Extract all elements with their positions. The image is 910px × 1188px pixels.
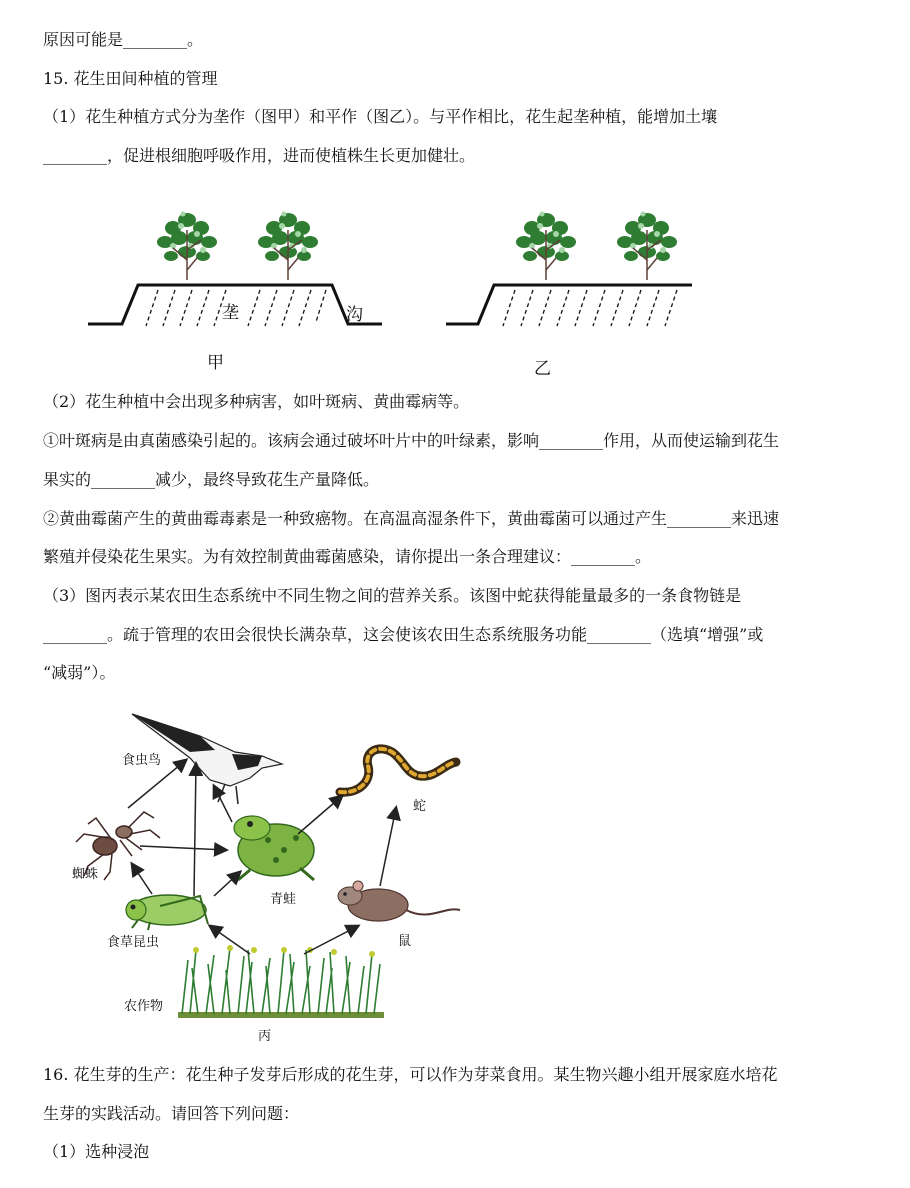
frog-image: [234, 816, 314, 880]
q15-part3-line2: ________。疏于管理的农田会很快长满杂草，这会使该农田生态系统服务功能________（选填“增强”或: [43, 625, 764, 644]
caption-a: 甲: [207, 353, 224, 373]
q15-part1-line2: ________，促进根细胞呼吸作用，进而使植株生长更加健壮。: [43, 146, 476, 165]
q16-part1-title: （1）选种浸泡: [43, 1142, 150, 1161]
caption-c: 丙: [258, 1029, 272, 1044]
q15-part2-1-line2: 果实的________减少，最终导致花生产量降低。: [43, 470, 380, 489]
herbivorous-insect-image: [126, 895, 208, 930]
flat-soil-hatching: [503, 290, 677, 326]
label-snake: 蛇: [413, 799, 427, 814]
q15-part1-line1: （1）花生种植方式分为垄作（图甲）和平作（图乙）。与平作相比，花生起垄种植，能增加土壤: [43, 107, 718, 126]
question-16-line2: 生芽的实践活动。请回答下列问题：: [43, 1104, 300, 1123]
caption-b: 乙: [534, 359, 551, 379]
q15-part2-1-line1: ①叶斑病是由真菌感染引起的。该病会通过破坏叶片中的叶绿素，影响________作用，从而使运输到花生: [43, 431, 780, 450]
label-herbivorous-insect: 食草昆虫: [107, 935, 160, 950]
ridge-plant-2: [258, 212, 318, 281]
flat-plant-1: [516, 212, 576, 281]
flat-plant-2: [617, 212, 677, 281]
text-line-1: 原因可能是________。: [43, 30, 204, 49]
ridge-plant-1: [157, 212, 217, 281]
label-insectivorous-bird: 食虫鸟: [122, 753, 162, 768]
planting-diagram: [0, 0, 910, 380]
crops-image: [178, 945, 384, 1018]
label-frog: 青蛙: [270, 892, 297, 907]
label-crops: 农作物: [124, 999, 164, 1014]
furrow-label: 沟: [346, 305, 363, 325]
label-mouse: 鼠: [398, 934, 412, 949]
snake-image: [340, 749, 456, 792]
question-16-line1: 16. 花生芽的生产：花生种子发芽后形成的花生芽，可以作为芽菜食用。某生物兴趣小组开展家庭水培花: [43, 1065, 778, 1084]
mouse-image: [338, 881, 460, 921]
q15-part2-2-line1: ②黄曲霉菌产生的黄曲霉毒素是一种致癌物。在高温高湿条件下，黄曲霉菌可以通过产生________来迅速: [43, 509, 780, 528]
q15-part3-line3: “减弱”）。: [43, 663, 116, 682]
q15-part2-intro: （2）花生种植中会出现多种病害，如叶斑病、黄曲霉病等。: [43, 392, 470, 411]
label-spider: 蜘蛛: [72, 867, 99, 882]
ridge-label: 垄: [222, 303, 239, 323]
question-15-title: 15. 花生田间种植的管理: [43, 69, 218, 88]
q15-part3-line1: （3）图丙表示某农田生态系统中不同生物之间的营养关系。该图中蛇获得能量最多的一条食物链是: [43, 586, 742, 605]
q15-part2-2-line2: 繁殖并侵染花生果实。为有效控制黄曲霉菌感染，请你提出一条合理建议：________。: [43, 547, 652, 566]
